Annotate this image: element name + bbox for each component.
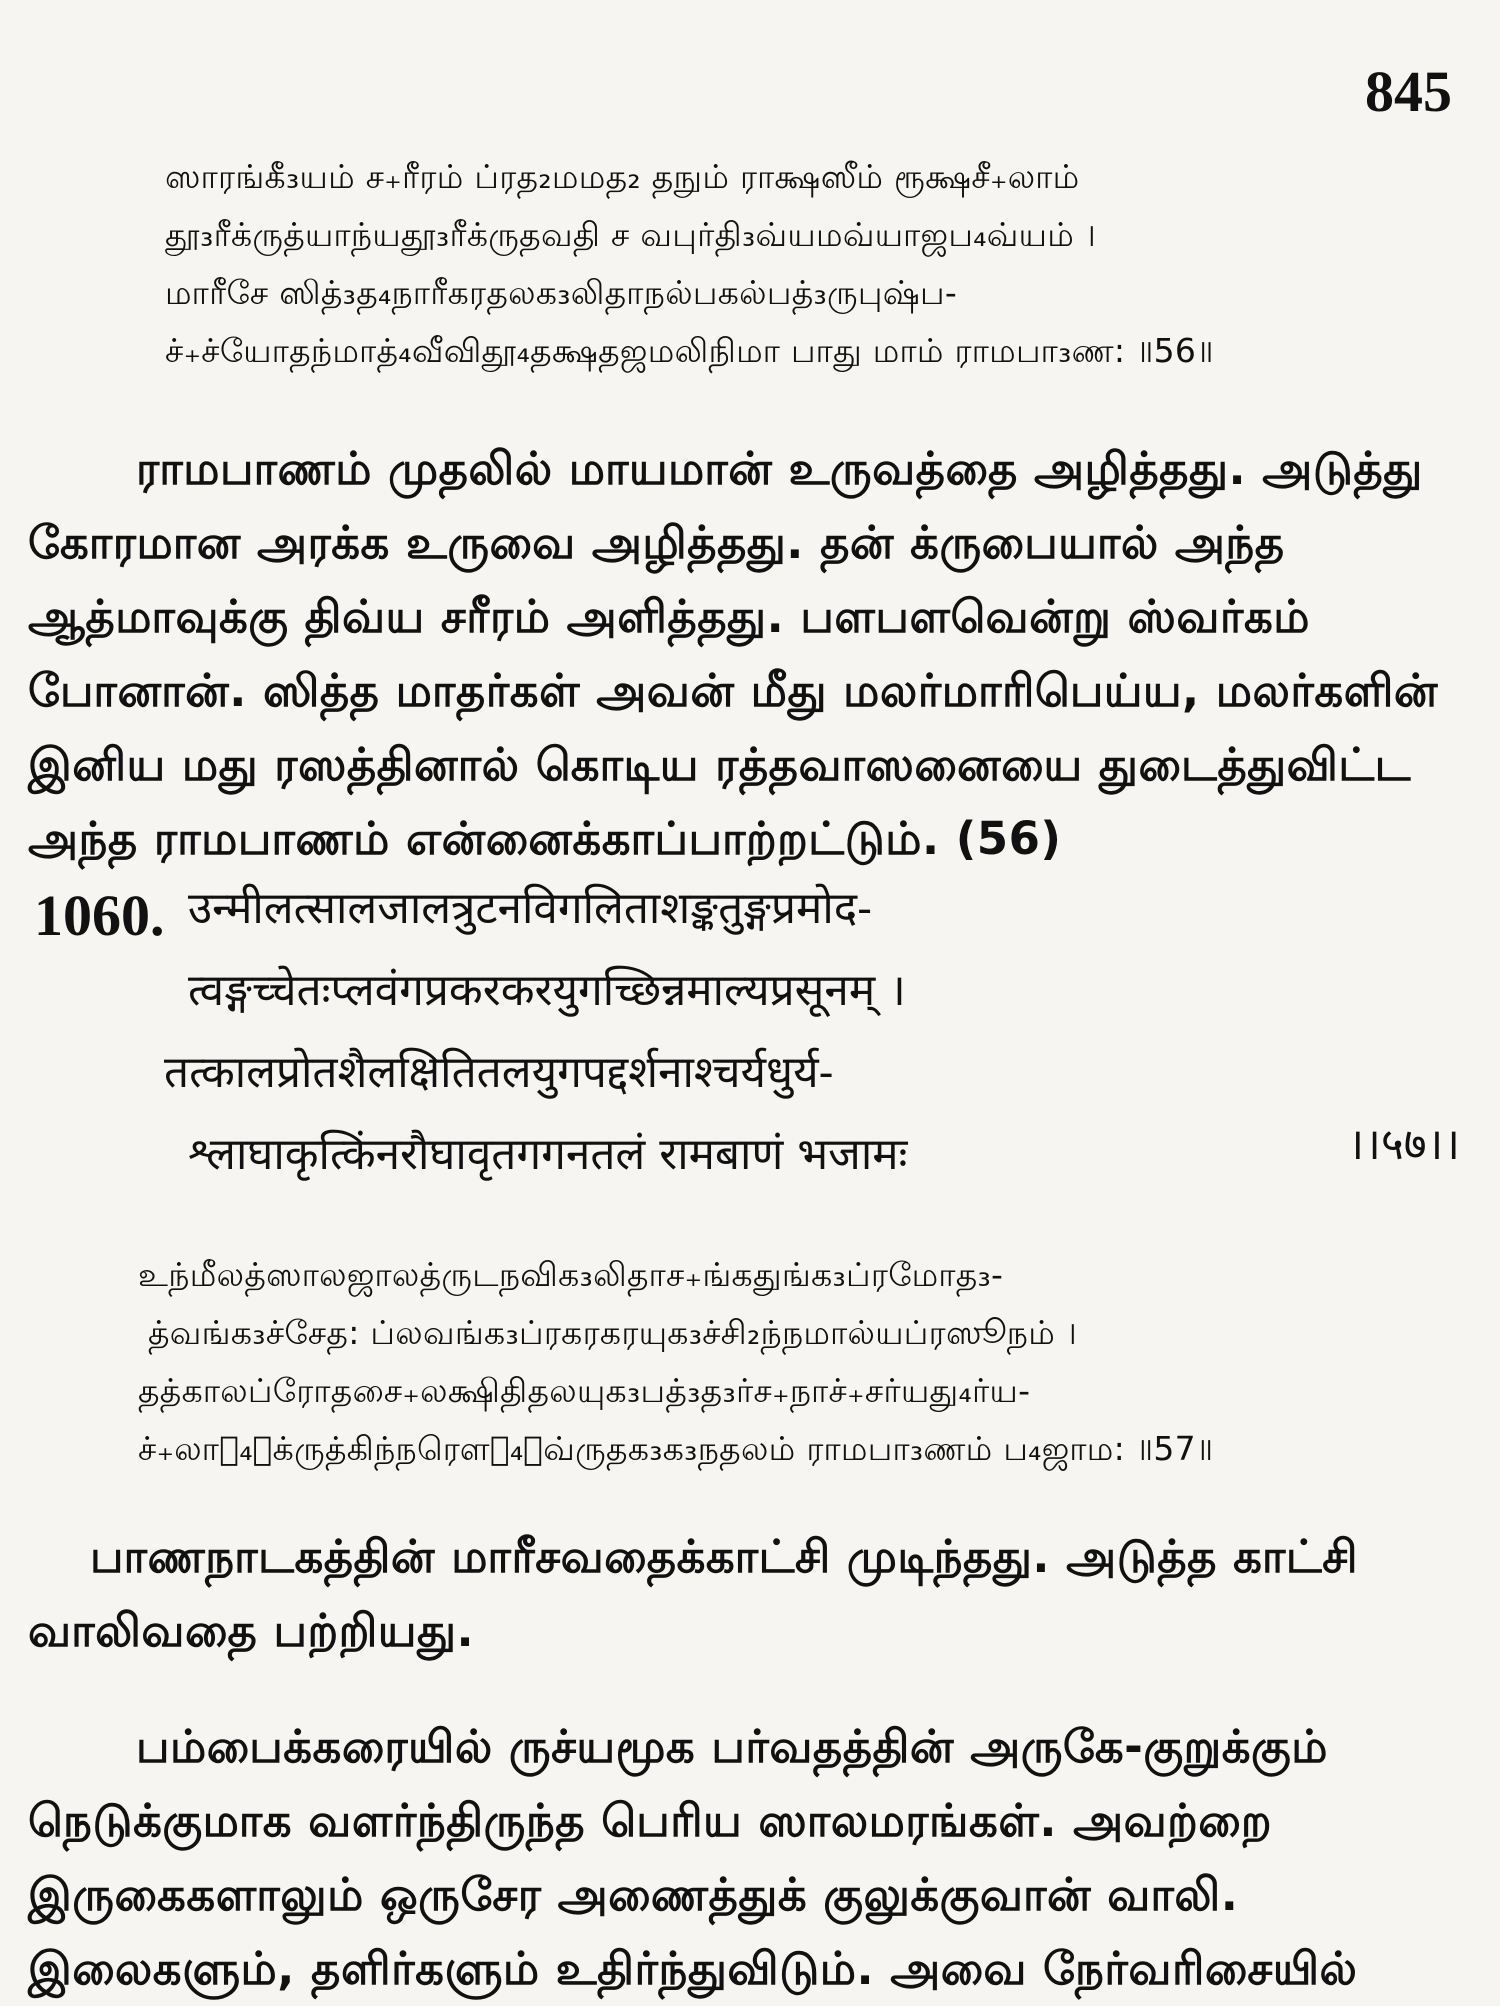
prose-line: நெடுக்குமாக வளர்ந்திருந்த பெரிய ஸாலமரங்கள். அவற்றை: [28, 1794, 1273, 1847]
translit-line: தத்காலப்ரோதசை₊லக்ஷிதிதலயுக₃பத்₃த₃ர்ச₊நாச்₊சர்யது₄ர்ய-: [138, 1371, 1031, 1410]
translit-line: தூ₃ரீக்ருத்யாந்யதூ₃ரீக்ருதவதி ச வபுர்தி₃வ்யமவ்யாஜப₄வ்யம் ।: [165, 215, 1097, 254]
prose-line: ராமபாணம் முதலில் மாயமான் உருவத்தை அழித்தது. அடுத்து: [136, 442, 1423, 495]
verse-number: 1060.: [34, 883, 165, 948]
verse-57-transliteration: [138, 1246, 1213, 1478]
page-number: 845: [1365, 59, 1452, 124]
prose-line: கோரமான அரக்க உருவை அழித்தது. தன் க்ருபையால் அந்த: [28, 516, 1285, 569]
verse-56-transliteration: [165, 148, 1214, 380]
verse-57-marker: ।।५७।।: [1347, 1119, 1460, 1170]
prose-line: இனிய மது ரஸத்தினால் கொடிய ரத்தவாஸனையை துடைத்துவிட்ட: [28, 738, 1412, 791]
translit-line: உந்மீலத்ஸாலஜாலத்ருடநவிக₃லிதாச₊ங்கதுங்க₃ப்ரமோத₃-: [138, 1255, 1004, 1294]
commentary-56: [28, 432, 1438, 876]
vali-narrative: [28, 1710, 1357, 2006]
translit-line: ச்₊லாக₄ாக்ருத்கிந்நரௌக₄ாவ்ருதக₃க₃நதலம் ராமபா₃ணம் ப₄ஜாம: ॥57॥: [138, 1429, 1214, 1468]
sanskrit-line: उन्मीलत्सालजालत्रुटनविगलिताशङ्कतुङ्गप्रमोद-: [188, 883, 872, 934]
prose-line: இலைகளும், தளிர்களும் உதிர்ந்துவிடும். அவை நேர்வரிசையில்: [28, 1942, 1358, 1995]
prose-line: பாணநாடகத்தின் மாரீசவதைக்காட்சி முடிந்தது. அடுத்த காட்சி: [90, 1530, 1358, 1583]
prose-line: பம்பைக்கரையில் ருச்யமூக பர்வதத்தின் அருகே-குறுக்கும்: [136, 1720, 1328, 1773]
sanskrit-line: श्लाघाकृत्किंनरौघावृतगगनतलं रामबाणं भजामः: [188, 1129, 908, 1180]
scene-transition: [28, 1520, 1358, 1668]
translit-line: த்வங்க₃ச்சேத: ப்லவங்க₃ப்ரகரகரயுக₃ச்சி₂ந்நமால்யப்ரஸூநம் ।: [148, 1313, 1078, 1352]
sanskrit-verse-57: [164, 868, 908, 1196]
translit-line: ஸாரங்கீ₃யம் ச₊ரீரம் ப்ரத₂மமத₂ தநும் ராக்ஷஸீம் ரூக்ஷசீ₊லாம்: [165, 157, 1080, 196]
prose-line: வாலிவதை பற்றியது.: [28, 1604, 475, 1657]
translit-line: ச்₊ச்யோதந்மாத்₄வீவிதூ₄தக்ஷதஜமலிநிமா பாது மாம் ராமபா₃ண: ॥56॥: [165, 331, 1214, 370]
prose-line: இருகைகளாலும் ஒருசேர அணைத்துக் குலுக்குவான் வாலி.: [28, 1868, 1239, 1921]
prose-line: போனான். ஸித்த மாதர்கள் அவன் மீது மலர்மாரிபெய்ய, மலர்களின்: [28, 664, 1439, 717]
translit-line: மாரீசே ஸித்₃த₄நாரீகரதலக₃லிதாநல்பகல்பத்₃ருபுஷ்ப-: [165, 273, 958, 312]
sanskrit-line: तत्कालप्रोतशैलक्षितितलयुगपद्दर्शनाश्चर्यधुर्य-: [164, 1047, 834, 1098]
sanskrit-line: त्वङ्गच्चेतःप्लवंगप्रकरकरयुगच्छिन्नमाल्यप्रसूनम् ।: [188, 965, 906, 1016]
prose-line: அந்த ராமபாணம் என்னைக்காப்பாற்றட்டும். (56): [28, 812, 1062, 865]
prose-line: ஆத்மாவுக்கு திவ்ய சரீரம் அளித்தது. பளபளவென்று ஸ்வர்கம்: [28, 590, 1310, 643]
